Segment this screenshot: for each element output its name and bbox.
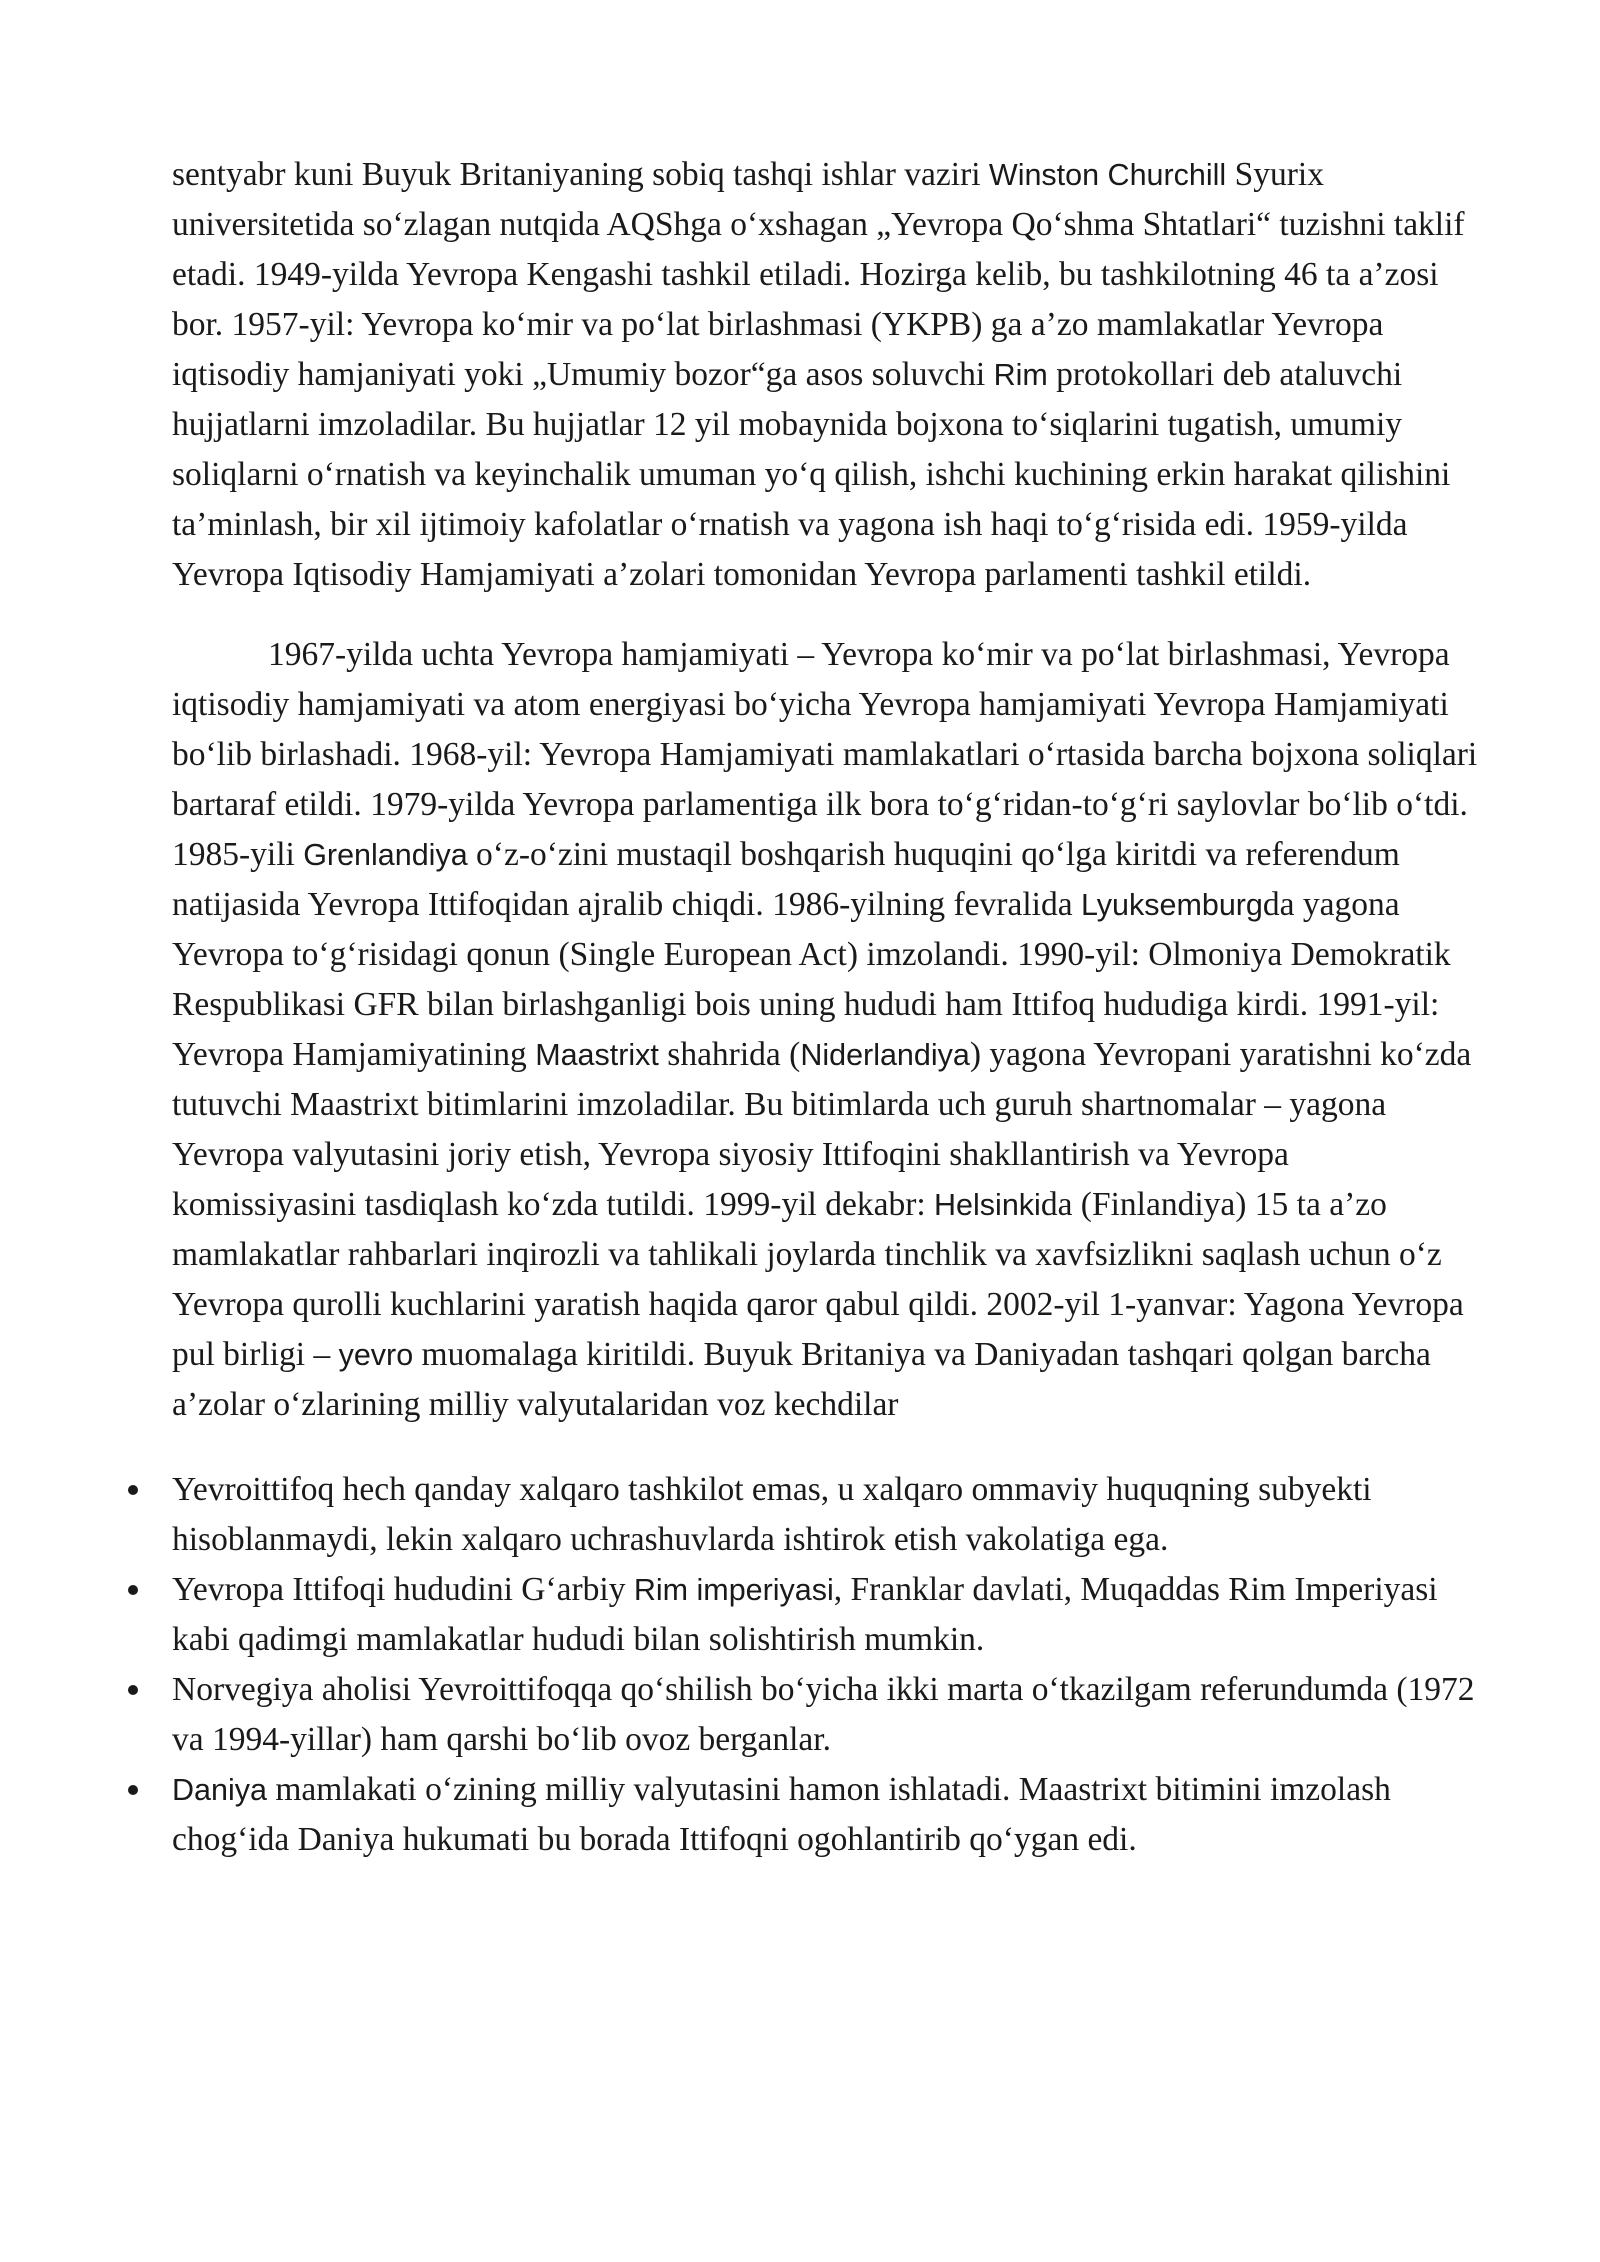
text-run: da yagona Yevropa to‘g‘risidagi qonun (Single European Act) imzolandi. 1990-yil: Olmoniya Demokratik Respublikasi GFR bilan birlashganligi bois uning hududi ham Ittifoq hududiga kirdi. 1991-yil: Yevropa Hamjamiyatining: [172, 886, 1451, 1073]
bullet-dot-icon: [128, 1585, 138, 1595]
facts-bullet-list: [172, 1465, 1480, 1865]
list-item: [172, 1565, 1480, 1665]
link-winston-churchill[interactable]: Winston Churchill: [988, 158, 1227, 192]
text-run: muomalaga kiritildi. Buyuk Britaniya va Daniyadan tashqari qolgan barcha a’zolar o‘zlarining milliy valyutalaridan voz kechdilar: [172, 1336, 1431, 1423]
paragraph-churchill: [172, 150, 1480, 600]
link-yevro[interactable]: yevro: [338, 1338, 414, 1372]
link-maastrixt[interactable]: Maastrixt: [535, 1038, 659, 1072]
bullet-dot-icon: [128, 1485, 138, 1495]
text-run: o‘z-o‘zini mustaqil boshqarish huquqini qo‘lga kiritdi va referendum natijasida Yevropa Ittifoqidan ajralib chiqdi. 1986-yilning fevralida: [172, 836, 1400, 923]
document-body: [172, 150, 1480, 1865]
text-run: 1967-yilda uchta Yevropa hamjamiyati – Yevropa ko‘mir va po‘lat birlashmasi, Yevropa iqtisodiy hamjamiyati va atom energiyasi bo‘yicha Yevropa hamjamiyati Yevropa Hamjamiyati bo‘lib birlashadi. 1968-yil: Yevropa Hamjamiyati mamlakatlari o‘rtasida barcha bojxona soliqlari bartaraf etildi. 1979-yilda Yevropa parlamentiga ilk bora to‘g‘ridan-to‘g‘ri saylovlar bo‘lib o‘tdi. 1985-yili: [172, 636, 1478, 873]
link-helsinki[interactable]: Helsinki: [934, 1188, 1041, 1222]
link-lyuksemburg[interactable]: Lyuksemburg: [1080, 888, 1263, 922]
list-item: [172, 1765, 1480, 1865]
link-rim[interactable]: Rim: [993, 358, 1048, 392]
bullet-dot-icon: [128, 1785, 138, 1795]
text-run: kabi qadimgi mamlakatlar hududi bilan solishtirish mumkin.: [172, 1621, 985, 1658]
text-run: Yevropa Ittifoqi hududini G‘arbiy: [172, 1571, 634, 1608]
link-muqaddas-rim-imperiyasi[interactable]: Muqaddas Rim Imperiyasi: [1080, 1571, 1438, 1608]
link-daniya[interactable]: Daniya: [172, 1773, 267, 1807]
text-run: Norvegiya aholisi Yevroittifoqqa qo‘shilish bo‘yicha ikki marta o‘tkazilgam referundumda (1972 va 1994-yillar) ham qarshi bo‘lib ovoz berganlar.: [172, 1671, 1475, 1758]
text-run: shahrida (: [658, 1036, 801, 1073]
link-grenlandiya[interactable]: Grenlandiya: [303, 838, 468, 872]
text-run: Syurix universitetida so‘zlagan nutqida AQShga o‘xshagan „Yevropa Qo‘shma Shtatlari“ tuzishni taklif etadi. 1949-yilda Yevropa Kengashi tashkil etiladi. Hozirga kelib, bu tashkilotning 46 ta a’zosi bor. 1957-yil: Yevropa ko‘mir va po‘lat birlashmasi (YKPB) ga a’zo mamlakatlar Yevropa iqtisodiy hamjaniyati yoki „Umumiy bozor“ga asos soluvchi: [172, 156, 1465, 393]
link-rim-imperiyasi[interactable]: Rim imperiyasi: [633, 1573, 834, 1607]
text-run: mamlakati o‘zining milliy valyutasini hamon ishlatadi. Maastrixt bitimini imzolash chog‘ida Daniya hukumati bu borada Ittifoqni ogohlantirib qo‘ygan edi.: [172, 1771, 1391, 1858]
paragraph-history: [172, 630, 1480, 1430]
text-run: , Franklar davlati,: [833, 1571, 1081, 1608]
text-run: Yevroittifoq hech qanday xalqaro tashkilot emas, u xalqaro ommaviy huquqning subyekti hisoblanmaydi, lekin xalqaro uchrashuvlarda ishtirok etish vakolatiga ega.: [172, 1471, 1372, 1558]
text-run: ) yagona Yevropani yaratishni ko‘zda tutuvchi Maastrixt bitimlarini imzoladilar. Bu bitimlarda uch guruh shartnomalar – yagona Yevropa valyutasini joriy etish, Yevropa siyosiy Ittifoqini shakllantirish va Yevropa komissiyasini tasdiqlash ko‘zda tutildi. 1999-yil dekabr:: [172, 1036, 1472, 1223]
link-niderlandiya[interactable]: Niderlandiya: [800, 1038, 970, 1072]
text-run: protokollari deb ataluvchi hujjatlarni imzoladilar. Bu hujjatlar 12 yil mobaynida bojxona to‘siqlarini tugatish, umumiy soliqlarni o‘rnatish va keyinchalik umuman yo‘q qilish, ishchi kuchining erkin harakat qilishini ta’minlash, bir xil ijtimoiy kafolatlar o‘rnatish va yagona ish haqi to‘g‘risida edi. 1959-yilda Yevropa Iqtisodiy Hamjamiyati a’zolari tomonidan Yevropa parlamenti tashkil etildi.: [172, 356, 1451, 593]
list-item: [172, 1465, 1480, 1565]
list-item: [172, 1665, 1480, 1765]
bullet-dot-icon: [128, 1685, 138, 1695]
text-run: sentyabr kuni Buyuk Britaniyaning sobiq tashqi ishlar vaziri: [172, 156, 989, 193]
text-run: da (Finlandiya) 15 ta a’zo mamlakatlar rahbarlari inqirozli va tahlikali joylarda tinchlik va xavfsizlikni saqlash uchun o‘z Yevropa qurolli kuchlarini yaratish haqida qaror qabul qildi. 2002-yil 1-yanvar: Yagona Yevropa pul birligi –: [172, 1186, 1464, 1373]
